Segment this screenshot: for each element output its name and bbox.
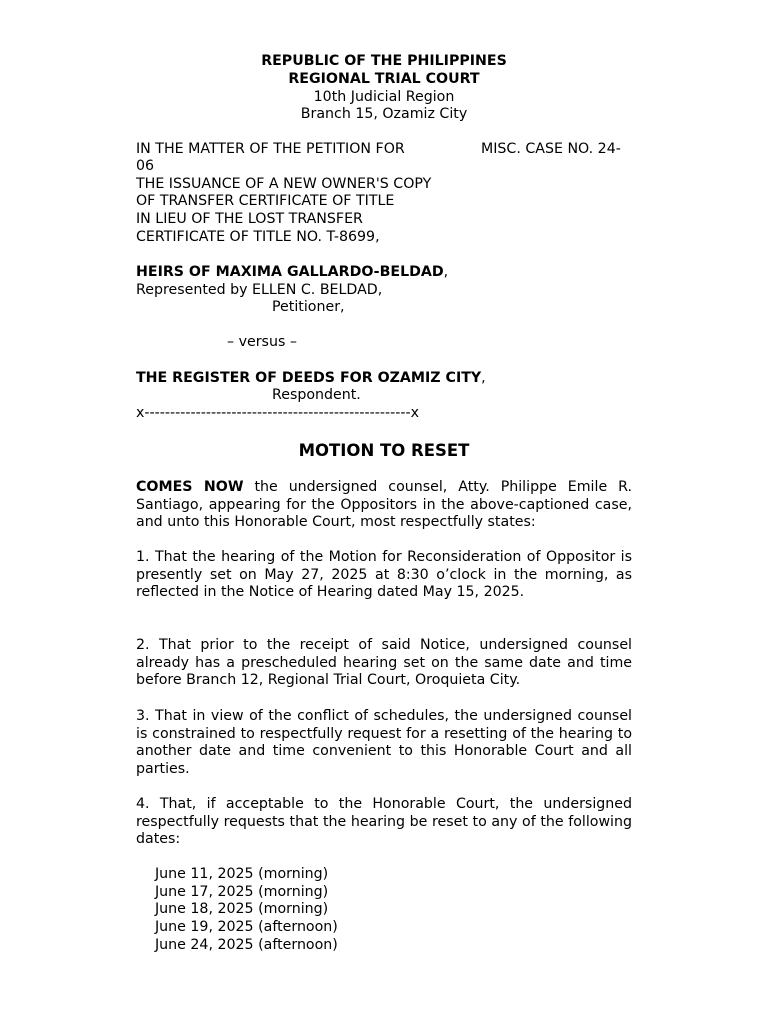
caption-matter-line: CERTIFICATE OF TITLE NO. T-8699, xyxy=(136,229,380,245)
header-branch: Branch 15, Ozamiz City xyxy=(300,106,468,122)
paragraph-3: 3. That in view of the conflict of schedules, the undersigned counsel is constrained to respectfully request for a resetting of the hearing to another date and time convenient to this Honorable Court and all parties. xyxy=(136,708,632,778)
document-title: MOTION TO RESET xyxy=(298,441,470,460)
petitioner-representative: Represented by ELLEN C. BELDAD, xyxy=(136,282,383,298)
case-number: MISC. CASE NO. 24- xyxy=(481,141,621,157)
caption-matter-line: OF TRANSFER CERTIFICATE OF TITLE xyxy=(136,193,395,209)
versus-label: – versus – xyxy=(227,334,297,350)
proposed-date: June 11, 2025 (morning) xyxy=(155,866,329,882)
proposed-date: June 19, 2025 (afternoon) xyxy=(155,919,338,936)
proposed-date: June 24, 2025 (afternoon) xyxy=(155,936,338,953)
respondent-name-line xyxy=(136,370,486,388)
paragraph-2: 2. That prior to the receipt of said Notice, undersigned counsel already has a prescheduled hearing set on the same date and time before Branch 12, Regional Trial Court, Oroquieta City. xyxy=(136,637,632,689)
caption-separator: x----------------------------------------------------x xyxy=(136,405,420,421)
caption-matter-line: 06 xyxy=(136,158,155,174)
proposed-date: June 17, 2025 (morning) xyxy=(155,883,329,900)
intro-lead: COMES NOW xyxy=(136,479,244,495)
petitioner-label: Petitioner, xyxy=(272,299,345,315)
header-republic: REPUBLIC OF THE PHILIPPINES xyxy=(261,53,507,69)
header-region: 10th Judicial Region xyxy=(313,89,455,105)
petitioner-name: HEIRS OF MAXIMA GALLARDO-BELDAD xyxy=(136,264,444,280)
petitioner-name-suffix: , xyxy=(443,264,449,280)
respondent-name-suffix: , xyxy=(481,370,486,386)
intro-text: the undersigned counsel, Atty. Philippe Emile R. Santiago, appearing for the Oppositors in the above-captioned case, and unto this Honorable Court, most respectfully states: xyxy=(136,479,632,531)
paragraph-1: 1. That the hearing of the Motion for Reconsideration of Oppositor is presently set on May 27, 2025 at 8:30 o’clock in the morning, as reflected in the Notice of Hearing dated May 15, 2025. xyxy=(136,549,632,601)
paragraph-4: 4. That, if acceptable to the Honorable Court, the undersigned respectfully requests that the hearing be reset to any of the following dates: xyxy=(136,796,632,848)
header-court: REGIONAL TRIAL COURT xyxy=(288,71,480,87)
respondent-name: THE REGISTER OF DEEDS FOR OZAMIZ CITY xyxy=(136,370,482,386)
petitioner-name-line xyxy=(136,264,448,282)
respondent-label: Respondent. xyxy=(272,387,361,403)
caption-matter-line: IN THE MATTER OF THE PETITION FOR xyxy=(136,141,405,157)
proposed-dates-list xyxy=(155,866,338,955)
proposed-date: June 18, 2025 (morning) xyxy=(155,901,329,918)
caption-matter-line: THE ISSUANCE OF A NEW OWNER'S COPY xyxy=(136,176,432,192)
intro-paragraph xyxy=(136,479,632,532)
caption-matter-line: IN LIEU OF THE LOST TRANSFER xyxy=(136,211,363,227)
